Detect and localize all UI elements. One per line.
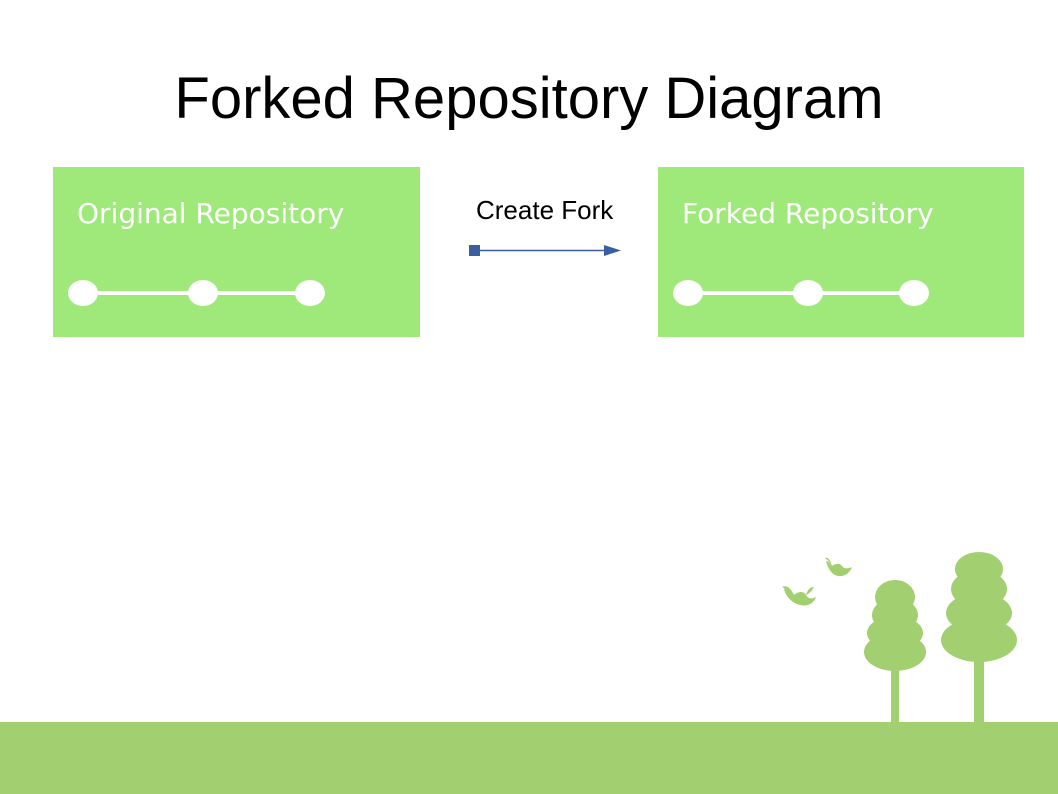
scenery — [770, 545, 1030, 725]
forked-repository-label: Forked Repository — [682, 197, 934, 230]
original-repository-box[interactable] — [53, 167, 420, 337]
commit-node — [188, 280, 218, 306]
commit-node — [295, 280, 325, 306]
create-fork-label: Create Fork — [476, 195, 614, 225]
commit-node — [673, 280, 703, 306]
original-repository-label: Original Repository — [77, 197, 345, 230]
commit-node — [68, 280, 98, 306]
forked-repository-box[interactable] — [658, 167, 1024, 337]
tree-icon — [941, 552, 1017, 722]
page-title: Forked Repository Diagram — [174, 66, 884, 131]
arrow-head — [604, 245, 621, 256]
commit-node — [899, 280, 929, 306]
bird-icon — [825, 558, 852, 576]
ground-strip — [0, 722, 1058, 794]
create-fork-arrow — [466, 241, 626, 261]
original-commit-history — [53, 167, 420, 337]
bird-icon — [782, 586, 816, 605]
arrow-start-square — [469, 245, 480, 256]
commit-node — [793, 280, 823, 306]
forked-commit-history — [658, 167, 1024, 337]
tree-icon — [864, 580, 926, 722]
